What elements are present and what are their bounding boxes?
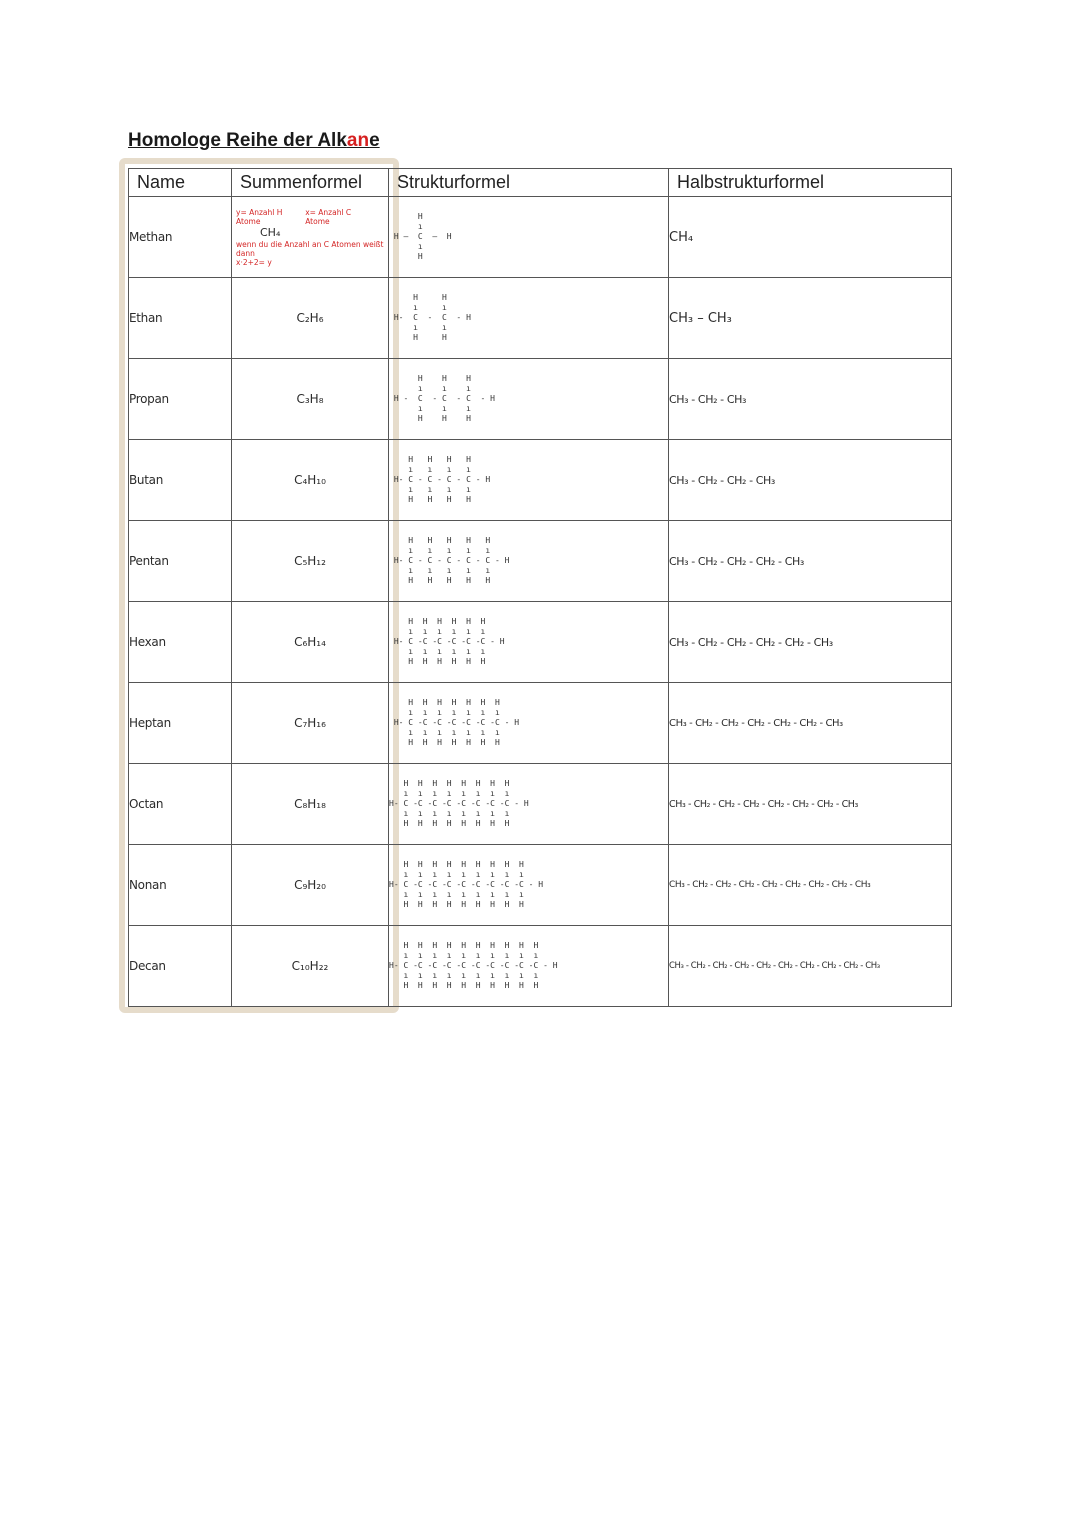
alkane-name: Ethan	[129, 278, 232, 359]
strukturformel: H ı H – C – H ı H	[389, 197, 669, 278]
halbstrukturformel: CH₃ - CH₂ - CH₃	[669, 359, 952, 440]
alkane-table	[128, 168, 952, 1007]
table-row	[129, 845, 952, 926]
strukturformel: H H H H H H ı ı ı ı ı ı H- C -C -C -C -C -C - H ı ı ı ı ı ı H H H H H H	[389, 602, 669, 683]
summenformel-value: C₇H₁₆	[232, 683, 389, 764]
strukturformel: H H H H H H H H H ı ı ı ı ı ı ı ı ı H- C -C -C -C -C -C -C -C -C - H ı ı ı ı ı ı ı ı ı H H H H H H H H H	[389, 845, 669, 926]
strukturformel: H H H H H H H H ı ı ı ı ı ı ı ı H- C -C -C -C -C -C -C -C - H ı ı ı ı ı ı ı ı H H H H H H H H	[389, 764, 669, 845]
summenformel-value: CH₄	[260, 225, 281, 239]
table-row	[129, 683, 952, 764]
strukturformel: H H H ı ı ı H - C - C - C - H ı ı ı H H H	[389, 359, 669, 440]
halbstrukturformel: CH₃ - CH₂ - CH₂ - CH₂ - CH₂ - CH₂ - CH₂ - CH₂ - CH₂ - CH₃	[669, 926, 952, 1007]
note-x-definition: x= Anzahl C Atome	[305, 207, 352, 226]
halbstrukturformel: CH₃ - CH₂ - CH₂ - CH₂ - CH₂ - CH₃	[669, 602, 952, 683]
header-halbstrukturformel: Halbstrukturformel	[669, 169, 952, 197]
alkane-name: Hexan	[129, 602, 232, 683]
alkane-name: Octan	[129, 764, 232, 845]
summenformel-value: C₉H₂₀	[232, 845, 389, 926]
halbstrukturformel: CH₃ - CH₂ - CH₂ - CH₂ - CH₂ - CH₂ - CH₂ - CH₃	[669, 764, 952, 845]
table-row	[129, 764, 952, 845]
table-row	[129, 521, 952, 602]
summenformel-value: C₄H₁₀	[232, 440, 389, 521]
summenformel-value: C₂H₆	[232, 278, 389, 359]
summenformel-value: C₃H₈	[232, 359, 389, 440]
alkane-name: Heptan	[129, 683, 232, 764]
halbstrukturformel: CH₃ – CH₃	[669, 278, 952, 359]
halbstrukturformel: CH₃ - CH₂ - CH₂ - CH₂ - CH₂ - CH₂ - CH₂ - CH₂ - CH₃	[669, 845, 952, 926]
note-formula-rule: x·2+2= y	[236, 257, 272, 267]
summenformel-value: C₁₀H₂₂	[232, 926, 389, 1007]
header-summenformel: Summenformel	[232, 169, 389, 197]
alkane-name: Butan	[129, 440, 232, 521]
summenformel-value: C₅H₁₂	[232, 521, 389, 602]
table-row	[129, 278, 952, 359]
alkane-name: Pentan	[129, 521, 232, 602]
alkane-name: Nonan	[129, 845, 232, 926]
note-rule: wenn du die Anzahl an C Atomen weißt dann	[236, 239, 384, 258]
halbstrukturformel: CH₃ - CH₂ - CH₂ - CH₃	[669, 440, 952, 521]
alkane-name: Propan	[129, 359, 232, 440]
summenformel-note	[232, 208, 388, 267]
summenformel-value: C₆H₁₄	[232, 602, 389, 683]
strukturformel: H H H H H H H H H H ı ı ı ı ı ı ı ı ı ı H- C -C -C -C -C -C -C -C -C -C - H ı ı ı ı ı ı ı ı ı ı H H H H H H H H H H	[389, 926, 669, 1007]
page-title: Homologe Reihe der Alkane	[128, 130, 380, 151]
table-row	[129, 359, 952, 440]
note-y-definition: y= Anzahl H Atome	[236, 207, 283, 226]
halbstrukturformel: CH₃ - CH₂ - CH₂ - CH₂ - CH₃	[669, 521, 952, 602]
summenformel-cell	[232, 197, 389, 278]
strukturformel: H H H H H ı ı ı ı ı H- C - C - C - C - C - H ı ı ı ı ı H H H H H	[389, 521, 669, 602]
halbstrukturformel: CH₄	[669, 197, 952, 278]
table-row	[129, 602, 952, 683]
table-header-row	[129, 169, 952, 197]
alkane-name: Methan	[129, 197, 232, 278]
strukturformel: H H H H ı ı ı ı H- C - C - C - C - H ı ı ı ı H H H H	[389, 440, 669, 521]
table-row	[129, 926, 952, 1007]
header-name: Name	[129, 169, 232, 197]
table-row	[129, 197, 952, 278]
alkane-name: Decan	[129, 926, 232, 1007]
header-strukturformel: Strukturformel	[389, 169, 669, 197]
summenformel-value: C₈H₁₈	[232, 764, 389, 845]
strukturformel: H H H H H H H ı ı ı ı ı ı ı H- C -C -C -C -C -C -C - H ı ı ı ı ı ı ı H H H H H H H	[389, 683, 669, 764]
halbstrukturformel: CH₃ - CH₂ - CH₂ - CH₂ - CH₂ - CH₂ - CH₃	[669, 683, 952, 764]
table-row	[129, 440, 952, 521]
strukturformel: H H ı ı H- C - C - H ı ı H H	[389, 278, 669, 359]
